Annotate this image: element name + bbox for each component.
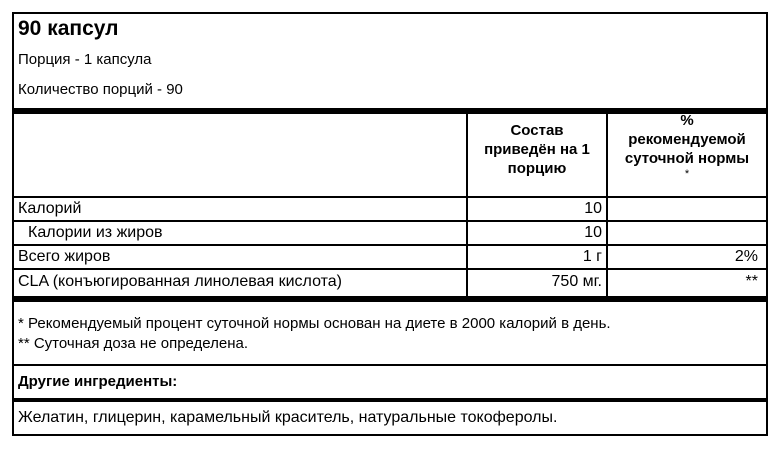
row-divider	[14, 244, 766, 246]
dv-header-line: *	[684, 168, 690, 180]
dv-column-header	[608, 111, 766, 180]
nutrient-name: CLA (конъюгированная линолевая кислота)	[18, 273, 342, 290]
nutrient-name: Калории из жиров	[28, 224, 163, 241]
serving-size: Порция - 1 капсула	[18, 51, 152, 68]
other-ingredients-text: Желатин, глицерин, карамельный краситель, натуральные токоферолы.	[18, 409, 558, 426]
amount-column-header	[468, 121, 606, 178]
nutrient-amount: 10	[584, 200, 602, 217]
amount-header-line: порцию	[507, 160, 567, 177]
row-divider	[14, 196, 766, 198]
dv-header-line: %	[680, 112, 694, 129]
footnote-divider	[14, 364, 766, 366]
table-bottom-divider	[14, 296, 766, 302]
row-divider	[14, 220, 766, 222]
footnote-dv: * Рекомендуемый процент суточной нормы основан на диете в 2000 калорий в день.	[18, 315, 611, 332]
dv-header-line: суточной нормы	[624, 150, 750, 167]
package-count-title: 90 капсул	[18, 17, 119, 40]
nutrient-dv: **	[745, 273, 758, 290]
amount-header-line: приведён на 1	[484, 141, 590, 158]
footnote-not-established: ** Суточная доза не определена.	[18, 335, 249, 352]
nutrient-amount: 750 мг.	[551, 273, 602, 290]
nutrient-amount: 1 г	[582, 248, 602, 265]
nutrient-dv: 2%	[734, 248, 758, 265]
nutrient-amount: 10	[584, 224, 602, 241]
nutrient-name: Калорий	[18, 200, 82, 217]
row-divider	[14, 268, 766, 270]
servings-per-container: Количество порций - 90	[18, 81, 183, 98]
supplement-facts-panel	[12, 12, 768, 436]
other-ingredients-label: Другие ингредиенты:	[18, 373, 178, 390]
nutrient-name: Всего жиров	[18, 248, 111, 265]
amount-header-line: Состав	[510, 122, 564, 139]
ingredients-divider	[14, 398, 766, 402]
dv-header-line: рекомендуемой	[628, 131, 746, 148]
